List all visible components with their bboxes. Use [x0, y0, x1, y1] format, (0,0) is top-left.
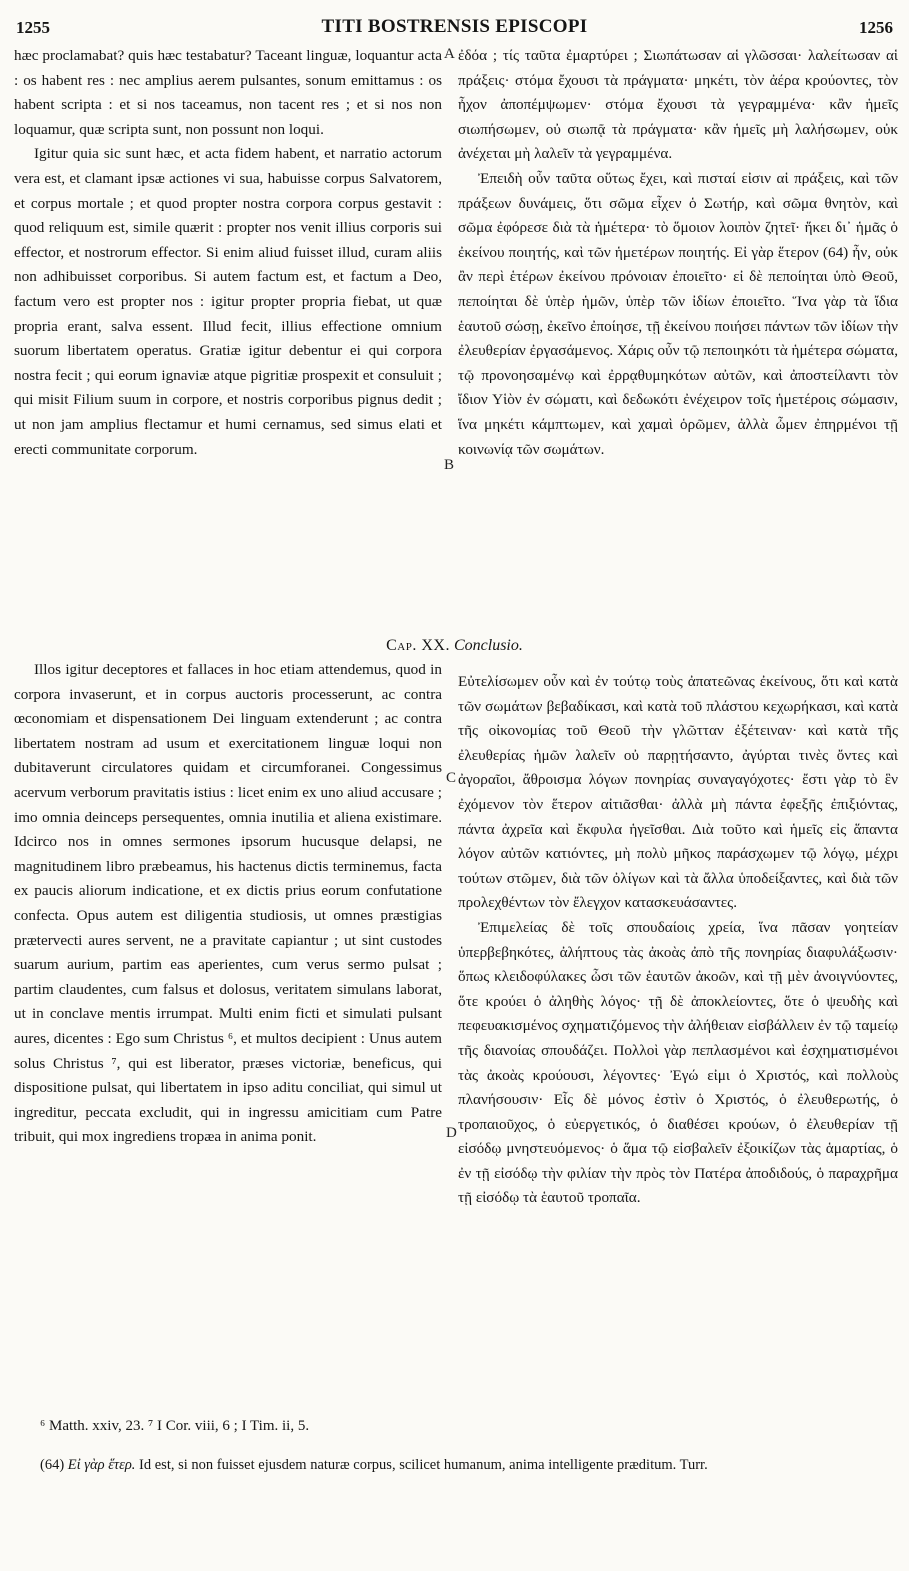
greek-paragraph: Ἐπειδὴ οὖν ταῦτα οὕτως ἔχει, καὶ πισταί εἰσιν αἱ πράξεις, καὶ τῶν πράξεων δυνάμεις, ὅτι σῶμα εἶχεν ὁ Σωτήρ, καὶ σῶμα θνητὸν, καὶ σῶμα ἐφόρεσε διὰ τὰ ἡμέτερα· τὸ ὅμοιον λοιπὸν ζητεῖ· ἥκει δι᾽ ἡμᾶς ὁ ἐκείνου ποιητής, καὶ τῶν ἡμετέρων ποιητής. Εἰ γὰρ ἕτερον (64) ἦν, οὐκ ἂν περὶ ἑτέρων ἐκείνου πρόνοιαν ἐποιεῖτο· εἰ δὲ πεποίηται ὑπὸ Θεοῦ, πεποίηται δὲ ὑπὲρ ἡμῶν, ὑπὲρ τῶν ἰδίων ἐποιεῖτο. Ἵνα γὰρ τὰ ἴδια ἑαυτοῦ σώσῃ, ἐκεῖνο ἐποίησε, τῇ ἐκείνου ποιήσει πάντων τῶν ἰδίων τὴν ἐλευθερίαν ἐργασάμενος. Χάρις οὖν τῷ πεποιηκότι τὰ ἡμέτερα σώματα, τῷ προνοησαμένῳ καὶ ἐρρᾳθυμηκότων αὐτῶν, καὶ ἀποστείλαντι τὸν ἴδιον Υἱὸν ἐν σώματι, καὶ δεδωκότι ἐνέχειρον τοῖς ἡμετέροις σώμασιν, ἵνα μηκέτι κάμπτωμεν, καὶ χαμαὶ ὁρῶμεν, ἀλλὰ ὦμεν ἐπηρμένοι τῇ κοινωνίᾳ τῶν σωμάτων.: [458, 169, 898, 458]
section-marker-b: B: [444, 457, 455, 473]
section-marker-d: D: [446, 1125, 457, 1141]
page-number-right: 1256: [859, 18, 893, 37]
chapter-heading: [0, 637, 909, 655]
page-number-left: 1255: [16, 18, 50, 37]
footnote-greek-lemma: Εἰ γὰρ ἕτερ.: [67, 1457, 136, 1473]
footnote-64: [40, 1456, 896, 1474]
greek-paragraph: Εὐτελίσωμεν οὖν καὶ ἐν τούτῳ τοὺς ἀπατεῶνας ἐκείνους, ὅτι καὶ κατὰ τῶν σωμάτων βεβαδίκασι, καὶ κατὰ τοῦ πλάστου κεχωρήκασι, καὶ κατὰ τῆς οἰκονομίας τοῦ Θεοῦ τὴν γλῶτταν ἐξέτειναν· καὶ κατὰ τῆς ἐλευθερίας ἡμῶν λαλεῖν οὐ παρῃτήσαντο, ἀγύρται τινὲς ὄντες καὶ ἀγοραῖοι, ἄθροισμα λόγων πονηρίας συναγαγόχοτες· ἔστι γὰρ τὸ ἓν ἐχόμενον τὸν ἕτερον αἰτιᾶσθαι· ἀλλὰ μὴ πάντα ἐφεξῆς ἐπιξιόντας, πάντα ἀχρεῖα καὶ ἔκφυλα ἡγεῖσθαι. Διὰ τοῦτο καὶ ἡμεῖς εἰς ἅπαντα λόγον αὐτῶν κατιόντες, μὴ πολὺ μῆκος παράσχωμεν τῷ λόγῳ, μέχρι τούτων στῶμεν, διὰ τῶν ὀλίγων καὶ τὰ ἄλλα ὑποδείξαντες, καὶ διὰ τῶν προλεχθέντων τὸν ἔλεγχον κατασκευάσαντες.: [458, 673, 898, 912]
latin-paragraph: Illos igitur deceptores et fallaces in hoc etiam attendemus, quod in corpora invaserunt, et in corpus auctoris processerunt, ac contra œconomiam et dispensationem Dei linguam extenderunt ; ac contra libertatem nostram ad usum et exercitationem linguæ loqui non dubitaverunt circulatores quidam et circumforanei. Congessimus acervum verborum pravitatis istius : licet enim ex uno aliud accusare ; imo omnia deinceps persequentes, omnia inutilia et aliena existimare. Idcirco nos in omnes sermones ipsorum hucusque delapsi, ne magnitudinem libro præbeamus, his hactenus dictis terminemus, facta ex paucis aliorum indicatione, et ex dictis prius eorum confutatione confecta. Opus autem est diligentia studiosis, ut omnes præstigias prætervecti aures servent, ne a pravitate capiantur ; ut sint custodes suarum aurium, partim eas aperientes, cum verus sermo pulsat ; partim claudentes, cum falsus et dolosus, veritatem simulans laborat, ut in conclave mentis irrumpat. Multi enim ficti et simulati pulsant aures, dicentes : Ego sum Christus ⁶, et multos decipient : Unus autem solus Christus ⁷, qui est liberator, præses victoriæ, beneficus, qui dispositione pulsat, qui libertatem in ipso aditu conciliat, qui simul ut ingreditur, peccata excludit, qui in ingressu amicitiam cum Patre tribuit, qui mox ingrediens tropæa in anima ponit.: [14, 661, 442, 1146]
greek-paragraph: Ἐπιμελείας δὲ τοῖς σπουδαίοις χρεία, ἵνα πᾶσαν γοητείαν ὑπερβεβηκότες, ἀλήπτους τὰς ἀκοὰς ἀπὸ τῆς πονηρίας διαφυλάξωσιν· ὅπως κλειδοφύλακες ὦσι τῶν ἑαυτῶν ἀκοῶν, καὶ τῇ μὲν ἀνοιγνύοντες, ὅτε κρούει ὁ ἀληθὴς λόγος· τῇ δὲ ἀποκλείοντες, ὅτε ὁ ψευδὴς καὶ πεφευακισμένος σχηματιζόμενος τὴν ἀλήθειαν εἰσβάλλειν ἐν τῷ ταμείῳ τῆς διανοίας σπουδάζει. Πολλοὶ γὰρ πεπλασμένοι καὶ ἐσχηματισμένοι τὰς ἀκοὰς κρούουσι, λέγοντες· Ἐγώ εἰμι ὁ Χριστός, καὶ πολλοὺς πλανήσουσιν· Εἷς δὲ μόνος ἐστὶν ὁ Χριστός, ὁ ἐλευθερωτής, ὁ τροπαιοῦχος, ὁ εὐεργετικός, ὁ διαθέσει κρούων, ὁ ἐλευθερίαν τῇ εἰσόδῳ μνηστευόμενος· ὁ ἅμα τῷ εἰσβαλεῖν ἐξοικίζων τὰς ἁμαρτίας, ὁ ἐν τῇ εἰσόδῳ τὴν φιλίαν τὴν πρὸς τὸν Πατέρα ἀποδιδούς, ὁ παραχρῆμα τῇ εἰσόδῳ τὰ ἑαυτοῦ τροπαῖα.: [458, 918, 898, 1207]
latin-paragraph: Igitur quia sic sunt hæc, et acta fidem habent, et narratio actorum vera est, et clamant ipsæ actiones vi sua, habuisse corpus Salvatorem, et corpus mortale ; et quod propter nostra corpora corpus gestavit : quod reliquum est, simile quærit : propter nos venit illius corporis sui effector, et nostrorum effector. Si enim aliud fuisset illud, curam aliis non adhibuisset corporibus. Si autem factum est, et factum a Deo, factum vero est propter nos : igitur propter propria fiebat, ut quæ propria erant, salva essent. Illud fecit, illius effectione omnium suorum libertatem operatus. Gratiæ igitur debentur ei qui corpora nostra fecit ; qui eorum ignaviæ atque pigritiæ prospexit et consuluit ; qui misit Filium suum in corpore, et nostris corporibus pignus dedit ; ut non jam amplius flectamur et humi cernamus, sed simus elati et erecti communitate corporum.: [14, 145, 442, 458]
latin-column-bottom: [14, 658, 442, 1150]
latin-column-top: [14, 44, 442, 462]
latin-paragraph: hæc proclamabat? quis hæc testabatur? Taceant linguæ, loquantur acta : os habent res : nec amplius aerem pulsantes, sonum emittamus : os habent scripta : et si nos taceamus, non tacent res ; et si nos non loquamur, quæ scripta sunt, non possunt non loqui.: [14, 47, 442, 138]
greek-column-bottom: [458, 670, 898, 1211]
greek-paragraph: ἐδόα ; τίς ταῦτα ἐμαρτύρει ; Σιωπάτωσαν αἱ γλῶσσαι· λαλείτωσαν αἱ πράξεις· στόμα ἔχουσι τὰ πράγματα· μηκέτι, τὸν ἀέρα κρούοντες, τὸν ἦχον ἀποπέμψωμεν· στόμα ἔχουσι τὰ γεγραμμένα· κἂν ἡμεῖς σιωπήσωμεν, οὐ σιωπᾷ τὰ πράγματα· κἂν ἡμεῖς μὴ λαλήσωμεν, οὐκ ἀνέχεται μὴ λαλεῖν τὰ γεγραμμένα.: [458, 47, 898, 163]
running-title: TITI BOSTRENSIS EPISCOPI: [321, 16, 588, 37]
greek-column-top: [458, 44, 898, 462]
footnote-number: (64): [40, 1457, 65, 1473]
page-header: [10, 8, 899, 38]
chapter-title: Conclusio.: [453, 637, 523, 654]
footnote-references: ⁶ Matth. xxiv, 23. ⁷ I Cor. viii, 6 ; I Tim. ii, 5.: [40, 1418, 310, 1434]
chapter-label: Cap. XX.: [386, 637, 450, 654]
footnote-text: Id est, si non fuisset ejusdem naturæ corpus, scilicet humanum, anima intelligente præditum. Turr.: [139, 1457, 708, 1473]
section-marker-c: C: [446, 770, 457, 786]
section-marker-a: A: [444, 46, 455, 62]
